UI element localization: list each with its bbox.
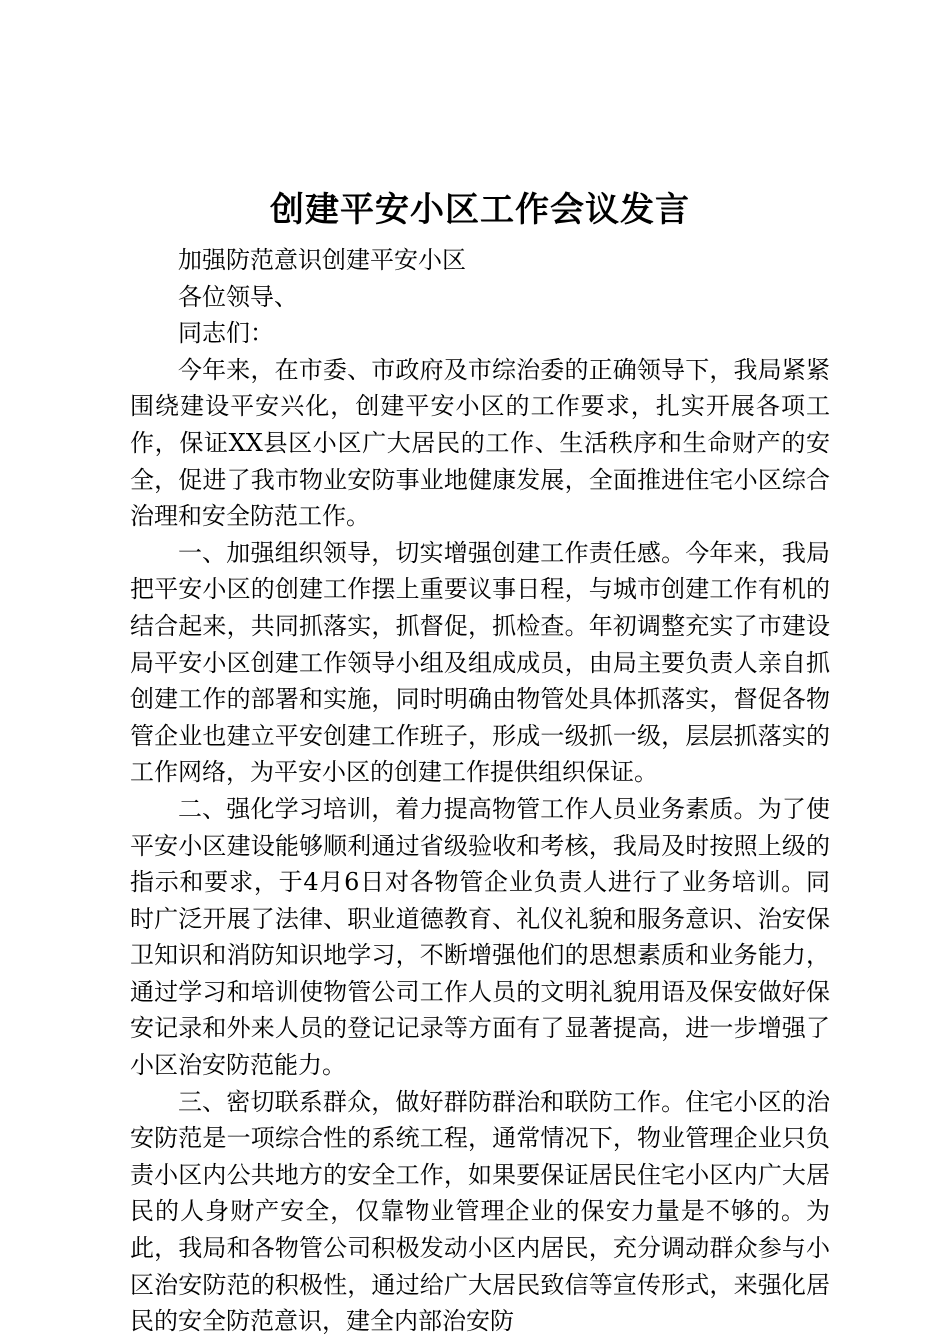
- paragraph-section-1: 一、加强组织领导，切实增强创建工作责任感。今年来，我局把平安小区的创建工作摆上重要议事日程，与城市创建工作有机的结合起来，共同抓落实，抓督促，抓检查。年初调整充实了市建设局平安小区创建工作领导小组及组成成员，由局主要负责人亲自抓创建工作的部署和实施，同时明确由物管处具体抓落实，督促各物管企业也建立平安创建工作班子，形成一级抓一级，层层抓落实的工作网络，为平安小区的创建工作提供组织保证。: [130, 538, 830, 787]
- document-page: [130, 178, 830, 1340]
- salutation-comrades: 同志们：: [178, 319, 274, 348]
- salutation-leaders: 各位领导、: [178, 282, 298, 311]
- document-subtitle: 加强防范意识创建平安小区: [178, 246, 466, 274]
- paragraph-section-3: 三、密切联系群众，做好群防群治和联防工作。住宅小区的治安防范是一项综合性的系统工程，通常情况下，物业管理企业只负责小区内公共地方的安全工作，如果要保证居民住宅小区内广大居民的人身财产安全，仅靠物业管理企业的保安力量是不够的。为此，我局和各物管公司积极发动小区内居民，充分调动群众参与小区治安防范的积极性，通过给广大居民致信等宣传形式，来强化居民的安全防范意识，建全内部治安防: [130, 1087, 830, 1336]
- paragraph-section-2: 二、强化学习培训，着力提高物管工作人员业务素质。为了使平安小区建设能够顺利通过省级验收和考核，我局及时按照上级的指示和要求，于4月6日对各物管企业负责人进行了业务培训。同时广泛开展了法律、职业道德教育、礼仪礼貌和服务意识、治安保卫知识和消防知识地学习，不断增强他们的思想素质和业务能力，通过学习和培训使物管公司工作人员的文明礼貌用语及保安做好保安记录和外来人员的登记记录等方面有了显著提高，进一步增强了小区治安防范能力。: [130, 794, 830, 1080]
- paragraph-intro: 今年来，在市委、市政府及市综治委的正确领导下，我局紧紧围绕建设平安兴化，创建平安小区的工作要求，扎实开展各项工作，保证XX县区小区广大居民的工作、生活秩序和生命财产的安全，促进了我市物业安防事业地健康发展，全面推进住宅小区综合治理和安全防范工作。: [130, 355, 830, 531]
- document-title: 创建平安小区工作会议发言: [270, 190, 690, 230]
